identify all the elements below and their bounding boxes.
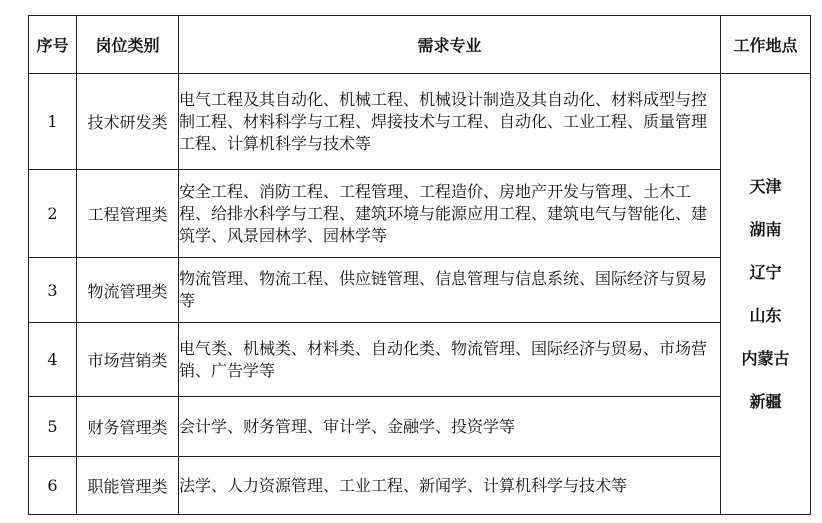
row-category: 工程管理类 xyxy=(77,170,179,258)
row-index: 6 xyxy=(29,457,77,515)
row-category: 物流管理类 xyxy=(77,258,179,323)
table-row xyxy=(29,397,811,457)
table-row xyxy=(29,457,811,515)
job-requirements-table xyxy=(28,15,811,515)
location-shandong: 山东 xyxy=(749,306,782,325)
location-hunan: 湖南 xyxy=(749,220,782,239)
row-majors: 电气工程及其自动化、机械工程、机械设计制造及其自动化、材料成型与控制工程、材料科学与工程、焊接技术与工程、自动化、工业工程、质量管理工程、计算机科学与技术等 xyxy=(179,74,721,170)
row-majors: 法学、人力资源管理、工业工程、新闻学、计算机科学与技术等 xyxy=(179,457,721,515)
row-majors: 物流管理、物流工程、供应链管理、信息管理与信息系统、国际经济与贸易等 xyxy=(179,258,721,323)
header-index: 序号 xyxy=(29,16,77,74)
row-majors: 会计学、财务管理、审计学、金融学、投资学等 xyxy=(179,397,721,457)
table-row xyxy=(29,258,811,323)
row-majors: 电气类、机械类、材料类、自动化类、物流管理、国际经济与贸易、市场营销、广告学等 xyxy=(179,323,721,397)
row-index: 5 xyxy=(29,397,77,457)
work-location-cell xyxy=(721,74,811,515)
table-row xyxy=(29,74,811,170)
row-index: 2 xyxy=(29,170,77,258)
location-liaoning: 辽宁 xyxy=(749,263,782,282)
location-xinjiang: 新疆 xyxy=(749,392,782,411)
table-header-row xyxy=(29,16,811,74)
location-tianjin: 天津 xyxy=(749,177,782,196)
row-index: 3 xyxy=(29,258,77,323)
table-row xyxy=(29,323,811,397)
header-location: 工作地点 xyxy=(721,16,811,74)
header-majors: 需求专业 xyxy=(179,16,721,74)
header-category: 岗位类别 xyxy=(77,16,179,74)
row-category: 财务管理类 xyxy=(77,397,179,457)
row-index: 4 xyxy=(29,323,77,397)
row-category: 技术研发类 xyxy=(77,74,179,170)
row-category: 市场营销类 xyxy=(77,323,179,397)
row-index: 1 xyxy=(29,74,77,170)
row-majors: 安全工程、消防工程、工程管理、工程造价、房地产开发与管理、土木工程、给排水科学与工程、建筑环境与能源应用工程、建筑电气与智能化、建筑学、风景园林学、园林学等 xyxy=(179,170,721,258)
table-row xyxy=(29,170,811,258)
location-inner-mongolia: 内蒙古 xyxy=(741,349,790,368)
row-category: 职能管理类 xyxy=(77,457,179,515)
